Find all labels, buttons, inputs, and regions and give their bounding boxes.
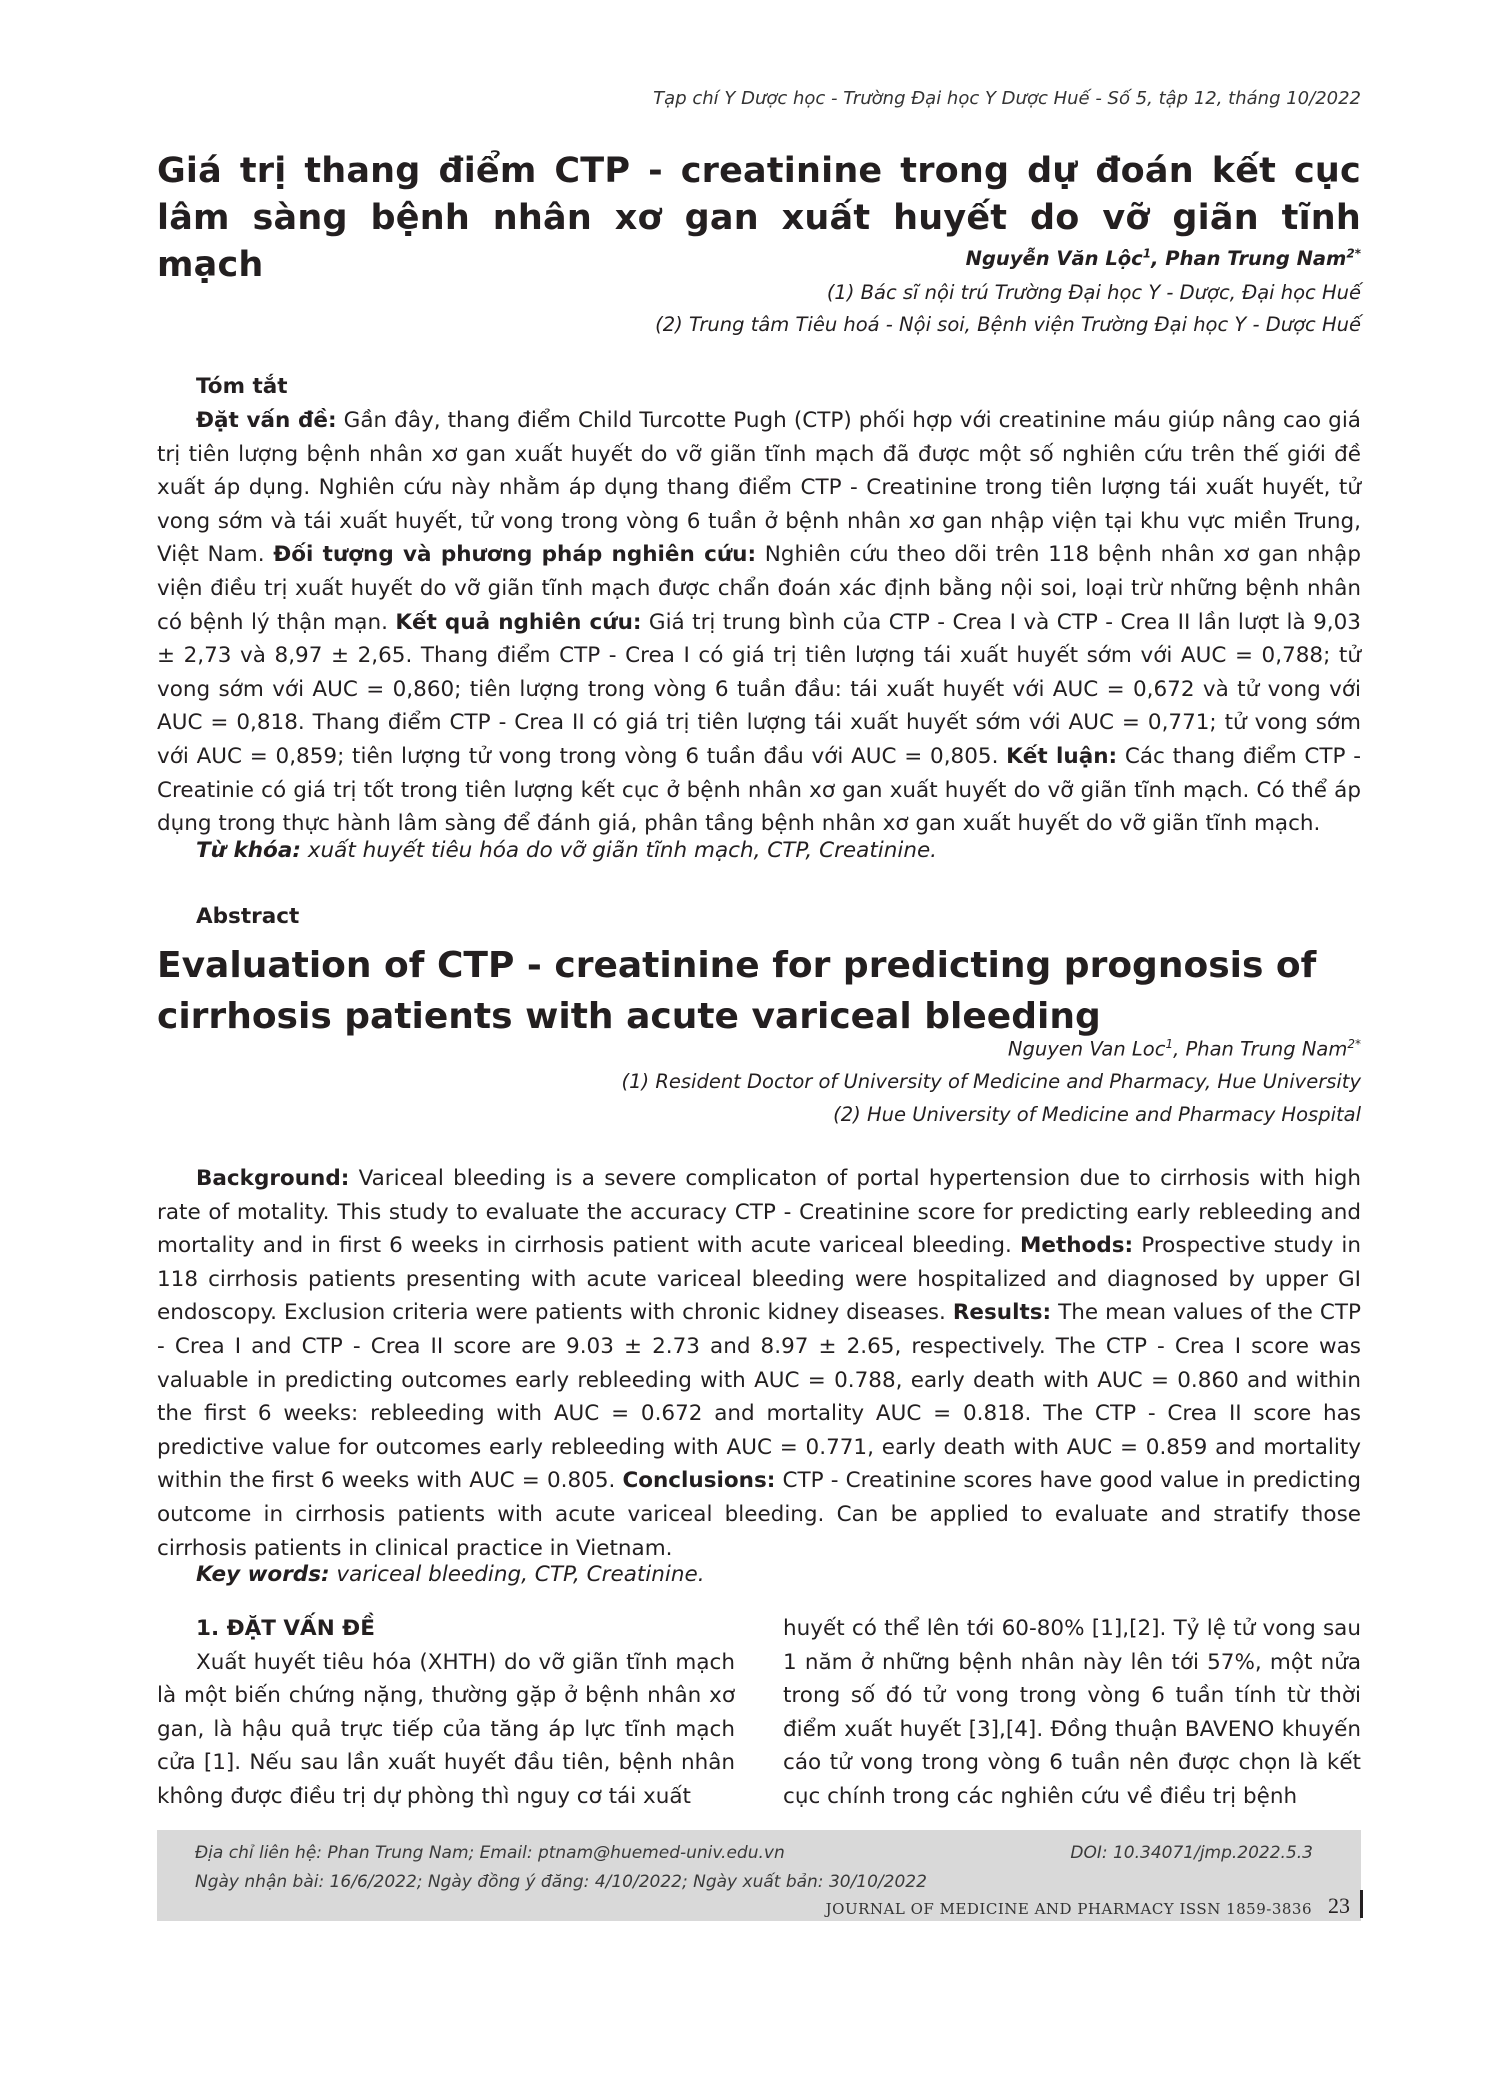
summary-results-label: Kết quả nghiên cứu:	[395, 609, 642, 635]
page-number: 23	[1328, 1893, 1350, 1918]
author-1: Nguyễn Văn Lộc	[965, 246, 1143, 270]
english-title: Evaluation of CTP - creatinine for predicting prognosis of cirrhosis patients with acute variceal bleeding	[157, 945, 1317, 1037]
page-number-bar	[1360, 1890, 1363, 1918]
abstract-conclusions-label: Conclusions:	[622, 1468, 776, 1494]
summary-background-label: Đặt vấn đề:	[196, 408, 337, 433]
section-1-heading: 1. ĐẶT VẤN ĐỀ	[196, 1616, 375, 1641]
author-2: , Phan Trung Nam	[1151, 246, 1347, 270]
doi: DOI: 10.34071/jmp.2022.5.3	[1070, 1843, 1313, 1863]
vietnamese-summary	[157, 404, 1361, 841]
running-header: Tạp chí Y Dược học - Trường Đại học Y Dược Huế - Số 5, tập 12, tháng 10/2022	[653, 88, 1361, 109]
author-2-en: , Phan Trung Nam	[1173, 1037, 1348, 1061]
section-1-left-column	[157, 1612, 735, 1814]
vietnamese-keywords	[196, 838, 937, 863]
author-2-en-sup: 2*	[1347, 1037, 1361, 1051]
abstract-methods-label: Methods:	[1019, 1233, 1134, 1259]
abstract-label: Abstract	[196, 904, 300, 929]
section-1-right-column	[783, 1612, 1361, 1814]
english-keywords	[196, 1562, 705, 1587]
vietnamese-title: Giá trị thang điểm CTP - creatinine trong dự đoán kết cục lâm sàng bệnh nhân xơ gan xuất huyết do vỡ giãn tĩnh mạch	[157, 151, 1361, 285]
affiliation-1-en: (1) Resident Doctor of University of Medicine and Pharmacy, Hue University	[621, 1070, 1361, 1093]
keywords-text-en: variceal bleeding, CTP, Creatinine.	[329, 1562, 705, 1587]
contact-info: Địa chỉ liên hệ: Phan Trung Nam; Email: ptnam@huemed-univ.edu.vn	[195, 1843, 785, 1863]
affiliation-1-vi: (1) Bác sĩ nội trú Trường Đại học Y - Dược, Đại học Huế	[826, 281, 1361, 304]
affiliation-2-en: (2) Hue University of Medicine and Pharmacy Hospital	[833, 1103, 1361, 1126]
section-1-left-text: Xuất huyết tiêu hóa (XHTH) do vỡ giãn tĩnh mạch là một biến chứng nặng, thường gặp ở bệnh nhân xơ gan, là hậu quả trực tiếp của tăng áp lực tĩnh mạch cửa [1]. Nếu sau lần xuất huyết đầu tiên, bệnh nhân không được điều trị dự phòng thì nguy cơ tái xuất	[157, 1649, 735, 1809]
abstract-conclusions-text: CTP - Creatinine scores have good value in predicting outcome in cirrhosis patients with acute variceal bleeding. Can be applied to evaluate and stratify those cirrhosis patients in clinical practice in Vietnam.	[157, 1468, 1361, 1561]
author-1-en-sup: 1	[1165, 1037, 1174, 1051]
keywords-text-vi: xuất huyết tiêu hóa do vỡ giãn tĩnh mạch, CTP, Creatinine.	[300, 838, 938, 863]
publication-dates: Ngày nhận bài: 16/6/2022; Ngày đồng ý đăng: 4/10/2022; Ngày xuất bản: 30/10/2022	[195, 1872, 927, 1892]
abstract-results-text: The mean values of the CTP - Crea I and CTP - Crea II score are 9.03 ± 2.73 and 8.97 ± 2.65, respectively. The CTP - Crea I score was valuable in predicting outcomes early rebleeding with AUC = 0.788, early death with AUC = 0.860 and within the first 6 weeks: rebleeding with AUC = 0.672 and mortality AUC = 0.818. The CTP - Crea II score has predictive value for outcomes early rebleeding with AUC = 0.771, early death with AUC = 0.859 and mortality within the first 6 weeks with AUC = 0.805.	[157, 1300, 1361, 1494]
journal-footer: JOURNAL OF MEDICINE AND PHARMACY ISSN 1859-3836	[825, 1900, 1312, 1918]
english-abstract	[157, 1162, 1361, 1565]
summary-background-text: Gần đây, thang điểm Child Turcotte Pugh (CTP) phối hợp với creatinine máu giúp nâng cao giá trị tiên lượng bệnh nhân xơ gan xuất huyết do vỡ giãn tĩnh mạch đã được một số nghiên cứu trên thế giới đề xuất áp dụng. Nghiên cứu này nhằm áp dụng thang điểm CTP - Creatinine trong tiên lượng tái xuất huyết, tử vong sớm và tái xuất huyết, tử vong trong vòng 6 tuần ở bệnh nhân xơ gan nhập viện tại khu vực miền Trung, Việt Nam.	[157, 408, 1361, 568]
abstract-results-label: Results:	[952, 1300, 1052, 1326]
author-1-en: Nguyen Van Loc	[1007, 1037, 1166, 1061]
keywords-label-en: Key words:	[196, 1562, 330, 1587]
abstract-background-text: Variceal bleeding is a severe complicaton of portal hypertension due to cirrhosis with high rate of motality. This study to evaluate the accuracy CTP - Creatinine score for predicting early rebleeding and mortality and in first 6 weeks in cirrhosis patient with acute variceal bleeding.	[157, 1166, 1361, 1259]
section-1-right-text: huyết có thể lên tới 60-80% [1],[2]. Tỷ lệ tử vong sau 1 năm ở những bệnh nhân này lên tới 57%, một nửa trong số đó tử vong trong vòng 6 tuần tính từ thời điểm xuất huyết [3],[4]. Đồng thuận BAVENO khuyến cáo tử vong trong vòng 6 tuần nên được chọn là kết cục chính trong các nghiên cứu về điều trị bệnh	[783, 1616, 1361, 1809]
affiliation-2-vi: (2) Trung tâm Tiêu hoá - Nội soi, Bệnh viện Trường Đại học Y - Dược Huế	[655, 313, 1361, 336]
summary-conclusion-text: Các thang điểm CTP - Creatinie có giá trị tốt trong tiên lượng kết cục ở bệnh nhân xơ gan xuất huyết do vỡ giãn tĩnh mạch. Có thể áp dụng trong thực hành lâm sàng để đánh giá, phân tầng bệnh nhân xơ gan xuất huyết do vỡ giãn tĩnh mạch.	[157, 743, 1361, 837]
english-authors	[1008, 1037, 1361, 1061]
vietnamese-authors	[966, 246, 1361, 270]
abstract-background-label: Background:	[196, 1166, 350, 1191]
summary-results-text: Giá trị trung bình của CTP - Crea I và CTP - Crea II lần lượt là 9,03 ± 2,73 và 8,97 ± 2,65. Thang điểm CTP - Crea I có giá trị tiên lượng tái xuất huyết sớm với AUC = 0,788; tử vong sớm với AUC = 0,860; tiên lượng trong vòng 6 tuần đầu: tái xuất huyết với AUC = 0,672 và tử vong với AUC = 0,818. Thang điểm CTP - Crea II có giá trị tiên lượng tái xuất huyết sớm với AUC = 0,771; tử vong sớm với AUC = 0,859; tiên lượng tử vong trong vòng 6 tuần đầu với AUC = 0,805.	[157, 609, 1361, 769]
summary-label: Tóm tắt	[196, 374, 288, 399]
abstract-methods-text: Prospective study in 118 cirrhosis patients presenting with acute variceal bleeding were hospitalized and diagnosed by upper GI endoscopy. Exclusion criteria were patients with chronic kidney diseases.	[157, 1233, 1362, 1326]
author-1-sup: 1	[1142, 246, 1152, 260]
author-2-sup: 2*	[1346, 246, 1361, 260]
summary-methods-label: Đối tượng và phương pháp nghiên cứu:	[273, 542, 757, 568]
summary-methods-text: Nghiên cứu theo dõi trên 118 bệnh nhân xơ gan nhập viện điều trị xuất huyết do vỡ giãn tĩnh mạch được chẩn đoán xác định bằng nội soi, loại trừ những bệnh nhân có bệnh lý thận mạn.	[157, 542, 1362, 635]
keywords-label-vi: Từ khóa:	[196, 838, 301, 863]
summary-conclusion-label: Kết luận:	[1006, 743, 1118, 769]
